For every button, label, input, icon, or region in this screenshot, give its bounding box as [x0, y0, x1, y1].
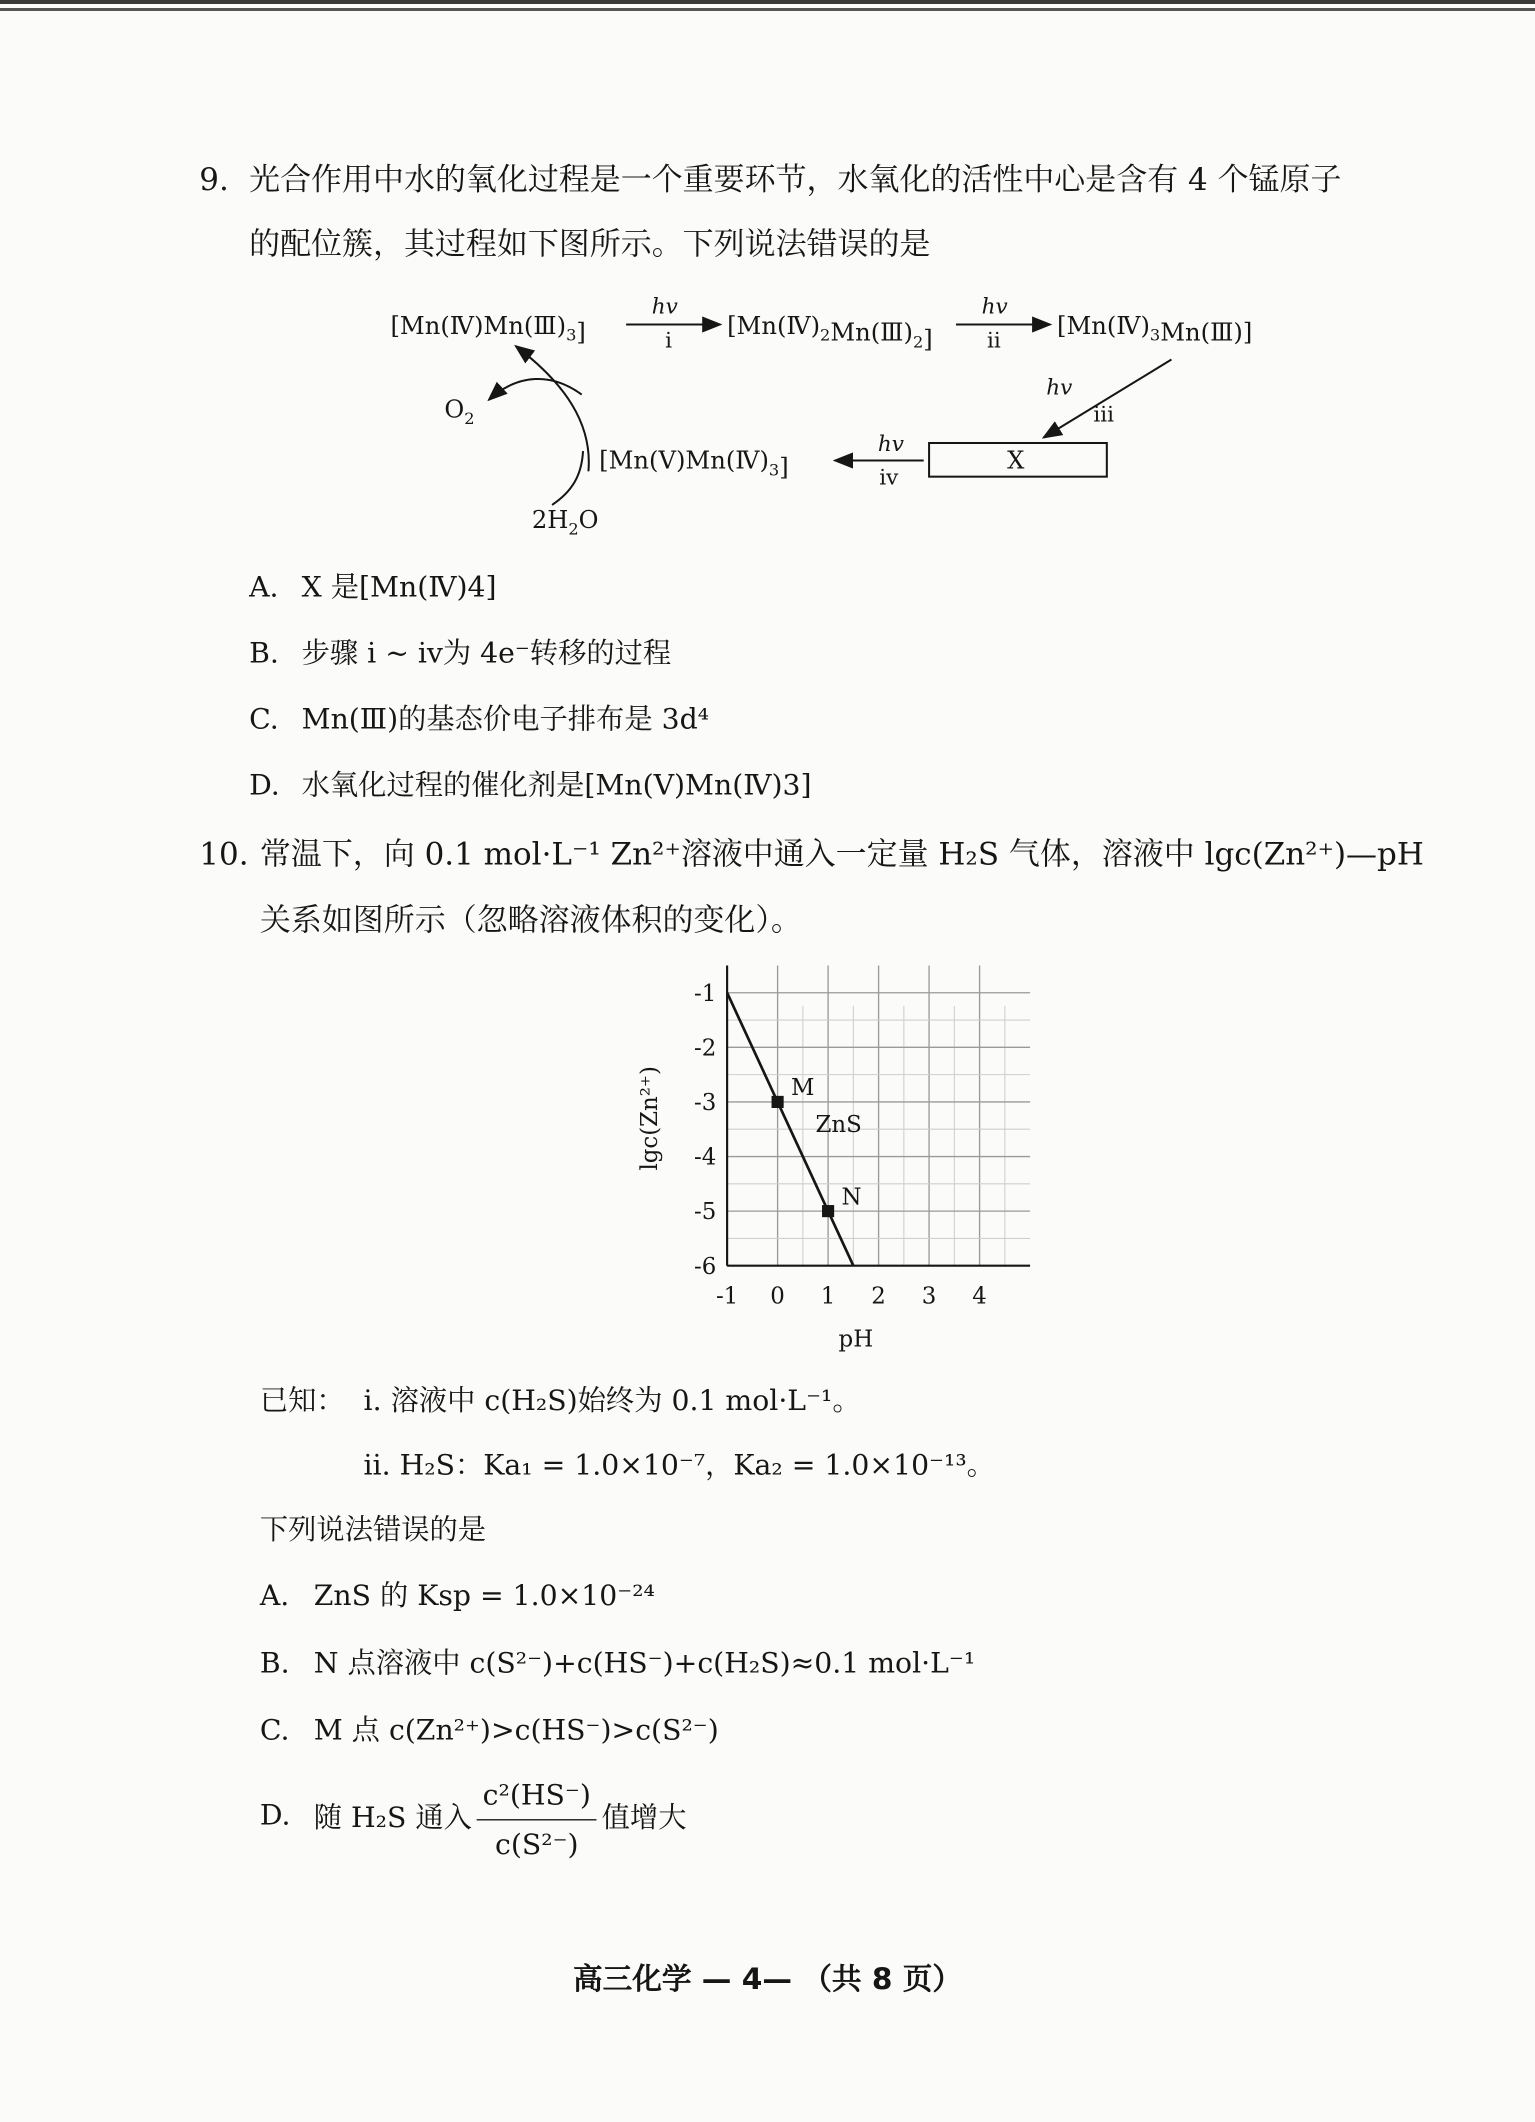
y-tick-label: -2: [694, 1035, 717, 1062]
q9-option-d-text: 水氧化过程的催化剂是[Mn(Ⅴ)Mn(Ⅳ)3]: [301, 768, 812, 802]
y-tick-label: -1: [694, 980, 717, 1007]
y-axis-label: lgc(Zn²⁺): [637, 1066, 664, 1171]
q10-chart: [633, 949, 1050, 1360]
q10-option-d-pre: 随 H₂S 通入: [313, 1801, 472, 1834]
arrow-to-species-1: [516, 346, 589, 471]
q9-stem-line1: 光合作用中水的氧化过程是一个重要环节，水氧化的活性中心是含有 4 个锰原子: [249, 162, 1342, 198]
q10-option-d-fraction: [477, 1775, 596, 1865]
q10-option-a-text: ZnS 的 Ksp = 1.0×10⁻²⁴: [313, 1579, 655, 1612]
chart-points: [772, 1075, 862, 1217]
q10-stem-line1: 常温下，向 0.1 mol·L⁻¹ Zn²⁺溶液中通入一定量 H₂S 气体，溶液中 lgc(Zn²⁺)—pH: [259, 837, 1424, 873]
species-3: $[Mn(Ⅳ)_3Mn(Ⅲ)]$: [1057, 311, 1253, 347]
water-input-curve: [552, 451, 583, 505]
q9-reaction-cycle-diagram: [0, 276, 1535, 545]
point-label-m: M: [791, 1075, 815, 1102]
q10-stem-line2: 关系如图所示（忽略溶液体积的变化）。: [259, 903, 802, 939]
water-label: $2H_2O$: [531, 505, 599, 539]
x-tick-label: -1: [715, 1283, 739, 1310]
page-top-border: [0, 0, 1535, 16]
q10-known-prefix: 已知：: [259, 1384, 345, 1417]
page-footer: 高三化学 — 4— （共 8 页）: [572, 1963, 963, 1997]
q10-number: 10.: [199, 837, 249, 873]
hv-label-iii: hv: [1046, 375, 1073, 401]
q9-option-d-label: D.: [249, 768, 280, 802]
fraction-denominator: c(S²⁻): [495, 1828, 579, 1861]
species-5: $[Mn(Ⅴ)Mn(Ⅳ)_3]$: [599, 446, 789, 482]
q10-known-i: ⅰ. 溶液中 c(H₂S)始终为 0.1 mol·L⁻¹。: [363, 1384, 861, 1417]
q10-option-b-label: B.: [259, 1646, 290, 1680]
q10-option-a-label: A.: [259, 1579, 290, 1612]
q9-option-a-label: A.: [249, 570, 279, 604]
step-iii-label: iii: [1093, 402, 1115, 428]
species-2: $[Mn(Ⅳ)_2Mn(Ⅲ)_2]$: [727, 311, 933, 354]
x-axis-label: pH: [838, 1326, 874, 1353]
x-tick-label: 4: [972, 1283, 987, 1310]
q9-stem-line2: 的配位簇，其过程如下图所示。下列说法错误的是: [249, 227, 931, 263]
o2-label: $O_2$: [444, 395, 475, 429]
y-tick-label: -4: [694, 1144, 717, 1171]
q10-prompt: 下列说法错误的是: [259, 1513, 487, 1546]
q10-option-c-text: M 点 c(Zn²⁺)>c(HS⁻)>c(S²⁻): [313, 1714, 719, 1747]
q10-known-ii: ⅱ. H₂S：Ka₁ = 1.0×10⁻⁷，Ka₂ = 1.0×10⁻¹³。: [363, 1448, 995, 1482]
x-tick-label: 0: [770, 1283, 785, 1310]
x-tick-label: 3: [921, 1283, 937, 1310]
q9-option-c-label: C.: [249, 702, 279, 736]
y-tick-label: -6: [694, 1253, 717, 1280]
point-label-n: N: [841, 1184, 862, 1211]
q10-option-c-label: C.: [259, 1714, 290, 1747]
step-i-label: i: [665, 328, 673, 354]
q10-option-d-post: 值增大: [601, 1801, 687, 1834]
species-4: X: [1007, 446, 1025, 475]
step-iv-label: iv: [879, 465, 899, 491]
hv-label-ii: hv: [981, 294, 1008, 320]
hv-label-i: hv: [651, 294, 678, 320]
x-tick-label: 1: [820, 1283, 836, 1310]
q10-option-d-text: [314, 1775, 687, 1865]
y-tick-label: -3: [694, 1090, 717, 1117]
q10-option-d-label: D.: [259, 1798, 291, 1832]
point-marker-m: [772, 1096, 784, 1108]
x-tick-label: 2: [871, 1283, 886, 1310]
q9-number: 9.: [199, 162, 229, 198]
q10-option-b-text: N 点溶液中 c(S²⁻)+c(HS⁻)+c(H₂S)≈0.1 mol·L⁻¹: [313, 1646, 976, 1680]
step-ii-label: ii: [986, 328, 1001, 354]
y-tick-label: -5: [694, 1199, 717, 1226]
series-label-zns: ZnS: [815, 1111, 862, 1138]
hv-label-iv: hv: [877, 432, 904, 458]
q9-option-c-text: Mn(Ⅲ)的基态价电子排布是 3d⁴: [301, 702, 710, 736]
chart-grid: [727, 965, 1030, 1265]
point-marker-n: [822, 1205, 834, 1217]
q9-option-b-label: B.: [249, 636, 279, 670]
q9-option-b-text: 步骤 ⅰ ~ ⅳ为 4e⁻转移的过程: [301, 636, 672, 670]
species-1: $[Mn(Ⅳ)Mn(Ⅲ)_3]$: [390, 311, 586, 347]
q9-option-a-text: X 是[Mn(Ⅳ)4]: [301, 570, 497, 604]
fraction-numerator: c²(HS⁻): [477, 1775, 596, 1821]
chart-ticks: [694, 981, 987, 1310]
